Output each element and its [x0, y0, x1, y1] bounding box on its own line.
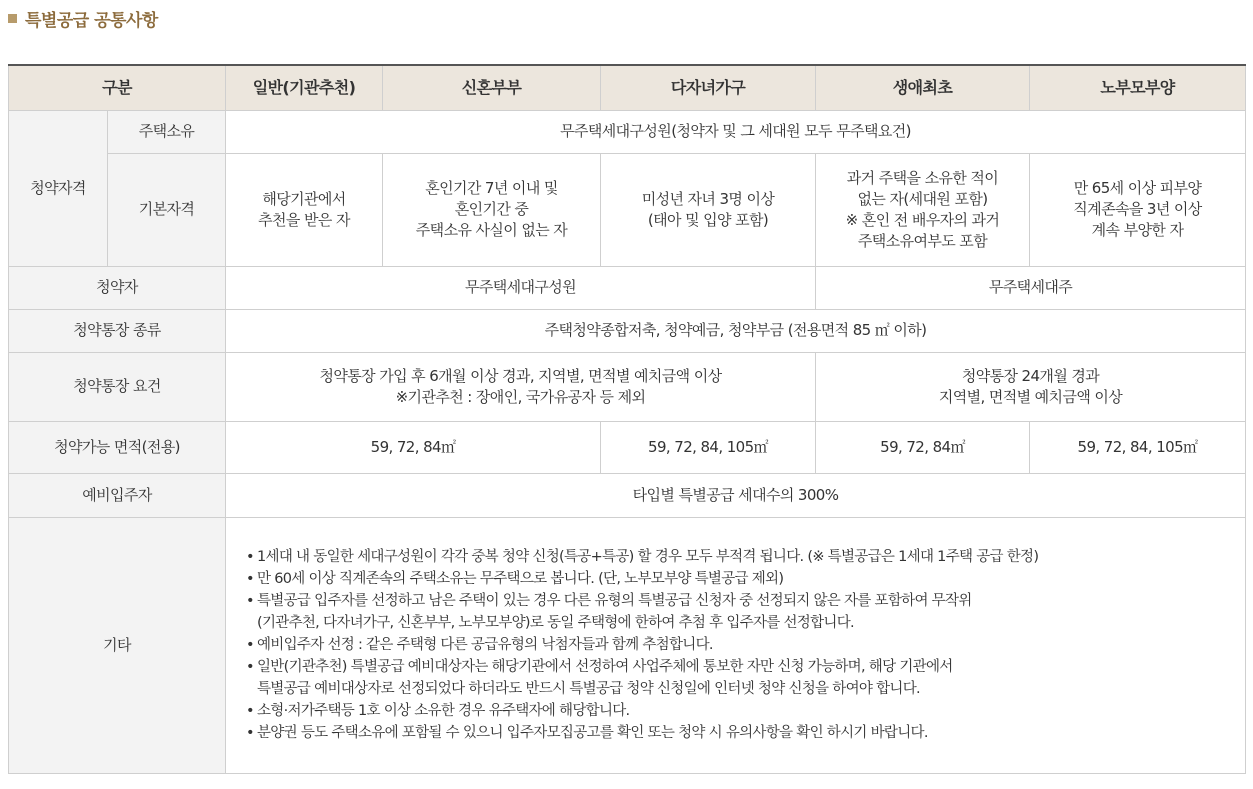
- notes-list: [246, 546, 1235, 744]
- header-multichild: 다자녀가구: [601, 65, 816, 110]
- area-elderly-parents: 59, 72, 84, 105㎡: [1030, 421, 1246, 473]
- header-newlywed: 신혼부부: [383, 65, 601, 110]
- reserve-label: 예비입주자: [9, 473, 226, 517]
- area-first-time: 59, 72, 84㎡: [816, 421, 1030, 473]
- account-type-label: 청약통장 종류: [9, 309, 226, 352]
- account-req-left: 청약통장 가입 후 6개월 이상 경과, 지역별, 면적별 예치금액 이상 ※기관추천 : 장애인, 국가유공자 등 제외: [226, 352, 816, 421]
- header-category: 구분: [9, 65, 226, 110]
- list-item: • 분양권 등도 주택소유에 포함될 수 있으니 입주자모집공고를 확인 또는 청약 시 유의사항을 확인 하시기 바랍니다.: [246, 722, 1235, 744]
- list-item: • 소형·저가주택등 1호 이상 소유한 경우 유주택자에 해당합니다.: [246, 700, 1235, 722]
- account-req-label: 청약통장 요건: [9, 352, 226, 421]
- table-header-row: [9, 65, 1246, 110]
- basic-label: 기본자격: [108, 153, 226, 266]
- applicant-right: 무주택세대주: [816, 266, 1246, 309]
- list-item: • 특별공급 입주자를 선정하고 남은 주택이 있는 경우 다른 유형의 특별공급 신청자 중 선정되지 않은 자를 포함하여 무작위 (기관추천, 다자녀가구, 신혼부부, 노부모부양)로 동일 주택형에 한하여 추첨 후 입주자를 선정합니다.: [246, 590, 1235, 634]
- area-multichild: 59, 72, 84, 105㎡: [601, 421, 816, 473]
- qualification-label: 청약자격: [9, 110, 108, 266]
- special-supply-table: [8, 64, 1246, 774]
- area-label: 청약가능 면적(전용): [9, 421, 226, 473]
- table-row: [9, 110, 1246, 153]
- header-elderly-parents: 노부모부양: [1030, 65, 1246, 110]
- list-item: • 만 60세 이상 직계존속의 주택소유는 무주택으로 봅니다. (단, 노부모부양 특별공급 제외): [246, 568, 1235, 590]
- table-row: [9, 266, 1246, 309]
- applicant-label: 청약자: [9, 266, 226, 309]
- basic-first-time: 과거 주택을 소유한 적이 없는 자(세대원 포함) ※ 혼인 전 배우자의 과거 주택소유여부도 포함: [816, 153, 1030, 266]
- account-req-right: 청약통장 24개월 경과 지역별, 면적별 예치금액 이상: [816, 352, 1246, 421]
- area-general-newlywed: 59, 72, 84㎡: [226, 421, 601, 473]
- applicant-left: 무주택세대구성원: [226, 266, 816, 309]
- header-first-time: 생애최초: [816, 65, 1030, 110]
- account-type-value: 주택청약종합저축, 청약예금, 청약부금 (전용면적 85 ㎡ 이하): [226, 309, 1246, 352]
- header-general: 일반(기관추천): [226, 65, 383, 110]
- ownership-value: 무주택세대구성원(청약자 및 그 세대원 모두 무주택요건): [226, 110, 1246, 153]
- basic-newlywed: 혼인기간 7년 이내 및 혼인기간 중 주택소유 사실이 없는 자: [383, 153, 601, 266]
- list-item: • 일반(기관추천) 특별공급 예비대상자는 해당기관에서 선정하여 사업주체에 통보한 자만 신청 가능하며, 해당 기관에서 특별공급 예비대상자로 선정되었다 하더라도 반드시 특별공급 청약 신청일에 인터넷 청약 신청을 하여야 합니다.: [246, 656, 1235, 700]
- basic-general: 해당기관에서 추천을 받은 자: [226, 153, 383, 266]
- basic-multichild: 미성년 자녀 3명 이상 (태아 및 입양 포함): [601, 153, 816, 266]
- reserve-value: 타입별 특별공급 세대수의 300%: [226, 473, 1246, 517]
- table-row: [9, 517, 1246, 773]
- table-row: [9, 153, 1246, 266]
- etc-notes: [226, 517, 1246, 773]
- list-item: • 1세대 내 동일한 세대구성원이 각각 중복 청약 신청(특공+특공) 할 경우 모두 부적격 됩니다. (※ 특별공급은 1세대 1주택 공급 한정): [246, 546, 1235, 568]
- table-row: [9, 352, 1246, 421]
- square-bullet-icon: [8, 14, 17, 23]
- section-title: [8, 4, 158, 32]
- table-row: [9, 473, 1246, 517]
- basic-elderly-parents: 만 65세 이상 피부양 직계존속을 3년 이상 계속 부양한 자: [1030, 153, 1246, 266]
- etc-label: 기타: [9, 517, 226, 773]
- table-row: [9, 309, 1246, 352]
- ownership-label: 주택소유: [108, 110, 226, 153]
- section-title-text: 특별공급 공통사항: [25, 10, 158, 31]
- table-row: [9, 421, 1246, 473]
- list-item: • 예비입주자 선정 : 같은 주택형 다른 공급유형의 낙첨자들과 함께 추첨합니다.: [246, 634, 1235, 656]
